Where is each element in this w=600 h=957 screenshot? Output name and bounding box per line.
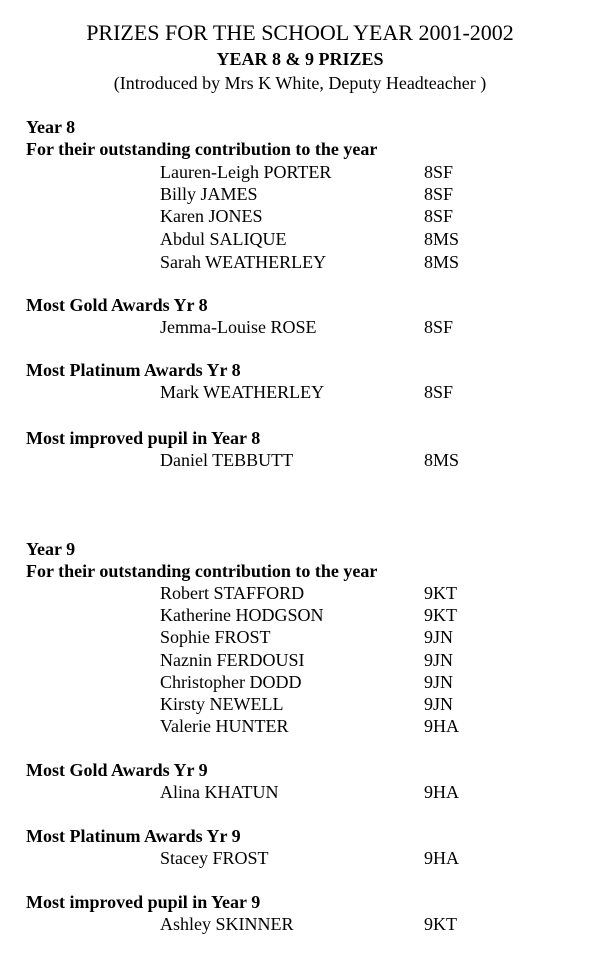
prize-winner-form: 9HA [424, 716, 459, 736]
year-9-outstanding-title: For their outstanding contribution to the year [26, 561, 378, 581]
prize-winner-name: Jemma-Louise ROSE [160, 317, 317, 337]
page-title: PRIZES FOR THE SCHOOL YEAR 2001-2002 [86, 20, 514, 45]
prize-winner-form: 8MS [424, 252, 460, 272]
prize-winner-name: Alina KHATUN [160, 782, 279, 802]
prize-winner-name: Daniel TEBBUTT [160, 450, 294, 470]
prize-winner-name: Abdul SALIQUE [160, 229, 287, 249]
prize-winner-name: Mark WEATHERLEY [160, 382, 325, 402]
year-8-outstanding-title: For their outstanding contribution to the year [26, 139, 378, 159]
prize-winner-form: 8MS [424, 450, 460, 470]
year-8-improved-title: Most improved pupil in Year 8 [26, 428, 261, 448]
prize-winner-form: 8SF [424, 206, 454, 226]
prize-winner-form: 8SF [424, 317, 454, 337]
prize-winner-name: Robert STAFFORD [160, 583, 305, 603]
prize-winner-form: 9KT [424, 914, 457, 934]
prize-winner-name: Lauren-Leigh PORTER [160, 162, 332, 182]
prize-winner-form: 9KT [424, 605, 457, 625]
prize-winner-form: 9HA [424, 848, 459, 868]
year-9-improved-title: Most improved pupil in Year 9 [26, 892, 261, 912]
prize-winner-name: Stacey FROST [160, 848, 269, 868]
prize-winner-name: Katherine HODGSON [160, 605, 324, 625]
prize-winner-name: Christopher DODD [160, 672, 302, 692]
prize-winner-form: 8SF [424, 382, 454, 402]
prize-winner-name: Karen JONES [160, 206, 263, 226]
prize-winner-name: Sophie FROST [160, 627, 271, 647]
prize-winner-form: 8SF [424, 184, 454, 204]
prize-winner-form: 9JN [424, 627, 454, 647]
prize-winner-name: Billy JAMES [160, 184, 258, 204]
prize-winner-form: 9JN [424, 694, 454, 714]
introduction-note: (Introduced by Mrs K White, Deputy Headteacher ) [113, 73, 487, 93]
prize-winner-name: Ashley SKINNER [160, 914, 294, 934]
prize-winner-form: 8MS [424, 229, 460, 249]
year-9-heading: Year 9 [26, 539, 76, 559]
prize-winner-form: 9HA [424, 782, 459, 802]
year-9-gold-title: Most Gold Awards Yr 9 [26, 760, 208, 780]
year-8-heading: Year 8 [26, 117, 76, 137]
prize-winner-name: Sarah WEATHERLEY [160, 252, 327, 272]
prize-winner-form: 9JN [424, 672, 454, 692]
year-9-platinum-title: Most Platinum Awards Yr 9 [26, 826, 241, 846]
prize-winner-form: 9JN [424, 650, 454, 670]
prize-winner-name: Kirsty NEWELL [160, 694, 284, 714]
prize-winner-form: 9KT [424, 583, 457, 603]
prize-winner-name: Naznin FERDOUSI [160, 650, 305, 670]
prize-winner-name: Valerie HUNTER [160, 716, 289, 736]
year-8-platinum-title: Most Platinum Awards Yr 8 [26, 360, 241, 380]
prize-winner-form: 8SF [424, 162, 454, 182]
page-subtitle: YEAR 8 & 9 PRIZES [216, 49, 384, 69]
year-8-gold-title: Most Gold Awards Yr 8 [26, 295, 208, 315]
